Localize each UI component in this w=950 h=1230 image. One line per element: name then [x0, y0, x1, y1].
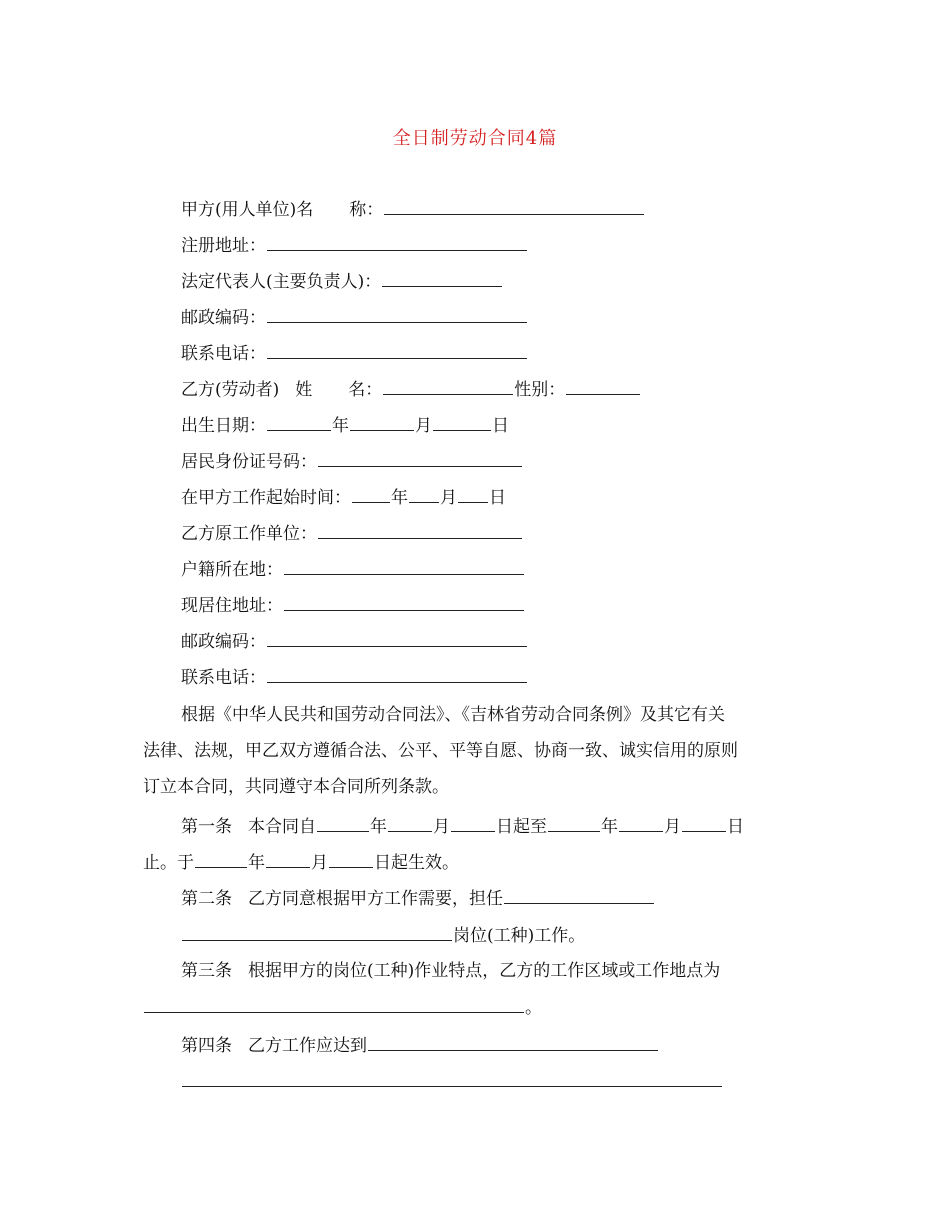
article-2-line-2 [181, 924, 585, 947]
article-2-post-blank-1[interactable] [504, 887, 654, 904]
a1-eff-day-blank[interactable] [329, 851, 373, 868]
document-title: 全日制劳动合同4篇 [392, 128, 558, 149]
start-month-blank[interactable] [409, 486, 439, 503]
a1-eff-year-blank[interactable] [195, 851, 247, 868]
party-b-huji-line [181, 558, 525, 581]
party-b-name-line [181, 378, 641, 401]
preamble-line-1: 根据《中华人民共和国劳动合同法》、《吉林省劳动合同条例》及其它有关 [181, 705, 725, 725]
party-b-gender-blank[interactable] [566, 378, 640, 395]
party-b-name-label: 乙方(劳动者) [181, 380, 280, 400]
party-a-rep-line [181, 270, 503, 293]
party-b-postcode-label: 邮政编码： [181, 632, 266, 652]
article-3-line-2 [143, 996, 542, 1019]
article-2-prefix: 第二条 [181, 889, 232, 909]
article-1-text: 本合同自 [248, 817, 316, 837]
article-1-prefix: 第一条 [181, 817, 232, 837]
birth-day-label: 日 [492, 416, 509, 436]
a1-to-year-blank[interactable] [548, 815, 600, 832]
party-a-phone-blank[interactable] [267, 342, 527, 359]
start-year-label: 年 [391, 488, 408, 508]
a1-eff-year-label: 年 [248, 853, 265, 873]
a1-from-month-blank[interactable] [388, 815, 432, 832]
birth-year-label: 年 [332, 416, 349, 436]
party-b-postcode-line [181, 630, 528, 653]
article-3-text: 根据甲方的岗位(工种)作业特点，乙方的工作区域或工作地点为 [248, 961, 721, 981]
party-b-name-blank[interactable] [383, 378, 513, 395]
party-a-address-blank[interactable] [267, 234, 527, 251]
start-year-blank[interactable] [352, 486, 390, 503]
party-b-id-line [181, 450, 523, 473]
article-1-line-1 [181, 815, 744, 838]
a1-from-day-blank[interactable] [451, 815, 495, 832]
article-4-line-1 [181, 1034, 659, 1057]
article-4-blank-2[interactable] [182, 1070, 722, 1087]
party-b-prev-employer-line [181, 522, 523, 545]
birth-month-label: 月 [415, 416, 432, 436]
article-2-line-1 [181, 887, 655, 910]
party-b-prev-employer-label: 乙方原工作单位： [181, 524, 317, 544]
a1-from-day-label: 日起至 [496, 817, 547, 837]
start-day-label: 日 [489, 488, 506, 508]
article-3-prefix: 第三条 [181, 961, 232, 981]
a1-from-year-blank[interactable] [317, 815, 369, 832]
party-a-name-label: 甲方(用人单位)名 [181, 200, 314, 220]
party-b-prev-employer-blank[interactable] [318, 522, 522, 539]
article-4-text: 乙方工作应达到 [248, 1036, 367, 1056]
party-b-birth-line [181, 414, 509, 437]
party-a-postcode-label: 邮政编码： [181, 308, 266, 328]
a1-to-day-blank[interactable] [682, 815, 726, 832]
party-b-phone-label: 联系电话： [181, 668, 266, 688]
a1-from-month-label: 月 [433, 817, 450, 837]
party-a-address-line [181, 234, 528, 257]
party-b-phone-line [181, 666, 528, 689]
party-b-gender-label: 性别： [514, 380, 566, 400]
article-1-stop: 止。于 [143, 853, 194, 873]
party-b-birth-label: 出生日期： [181, 416, 266, 436]
party-a-postcode-line [181, 306, 528, 329]
party-b-id-blank[interactable] [318, 450, 522, 467]
party-b-name-label-2: 名： [348, 380, 383, 400]
party-a-postcode-blank[interactable] [267, 306, 527, 323]
party-b-start-line [181, 486, 506, 509]
article-3-end: 。 [525, 998, 542, 1018]
party-b-name-mid: 姓 [295, 380, 313, 400]
preamble-line-2: 法律、法规，甲乙双方遵循合法、公平、平等自愿、协商一致、诚实信用的原则 [143, 741, 738, 761]
birth-year-blank[interactable] [267, 414, 331, 431]
party-a-phone-label: 联系电话： [181, 344, 266, 364]
start-month-label: 月 [440, 488, 457, 508]
article-4-prefix: 第四条 [181, 1036, 232, 1056]
article-2-post: 岗位(工种)工作。 [453, 926, 586, 946]
party-a-phone-line [181, 342, 528, 365]
a1-eff-month-label: 月 [311, 853, 328, 873]
a1-effective-label: 日起生效。 [374, 853, 459, 873]
birth-day-blank[interactable] [433, 414, 491, 431]
article-3-location-blank[interactable] [144, 996, 524, 1013]
start-day-blank[interactable] [458, 486, 488, 503]
a1-to-month-blank[interactable] [619, 815, 663, 832]
party-b-phone-blank[interactable] [267, 666, 527, 683]
a1-from-year-label: 年 [370, 817, 387, 837]
party-a-address-label: 注册地址： [181, 236, 266, 256]
article-2-text: 乙方同意根据甲方工作需要，担任 [248, 889, 503, 909]
article-4-line-2 [181, 1070, 723, 1093]
party-a-name-label-2: 称： [349, 200, 384, 220]
party-a-name-line [181, 198, 645, 221]
a1-eff-month-blank[interactable] [266, 851, 310, 868]
a1-to-day-label: 日 [727, 817, 744, 837]
party-b-id-label: 居民身份证号码： [181, 452, 317, 472]
a1-to-month-label: 月 [664, 817, 681, 837]
preamble-line-3: 订立本合同，共同遵守本合同所列条款。 [143, 777, 449, 797]
article-2-post-blank-2[interactable] [182, 924, 452, 941]
party-a-rep-label: 法定代表人(主要负责人)： [181, 272, 382, 292]
a1-to-year-label: 年 [601, 817, 618, 837]
birth-month-blank[interactable] [350, 414, 414, 431]
article-1-line-2 [143, 851, 459, 874]
party-b-residence-blank[interactable] [284, 594, 524, 611]
party-a-name-blank[interactable] [384, 198, 644, 215]
party-b-huji-blank[interactable] [284, 558, 524, 575]
party-b-residence-line [181, 594, 525, 617]
party-b-residence-label: 现居住地址： [181, 596, 283, 616]
party-b-start-label: 在甲方工作起始时间： [181, 488, 351, 508]
article-4-blank-1[interactable] [368, 1034, 658, 1051]
article-3-line-1 [181, 960, 720, 982]
party-b-huji-label: 户籍所在地： [181, 560, 283, 580]
party-a-rep-blank[interactable] [382, 270, 502, 287]
party-b-postcode-blank[interactable] [267, 630, 527, 647]
